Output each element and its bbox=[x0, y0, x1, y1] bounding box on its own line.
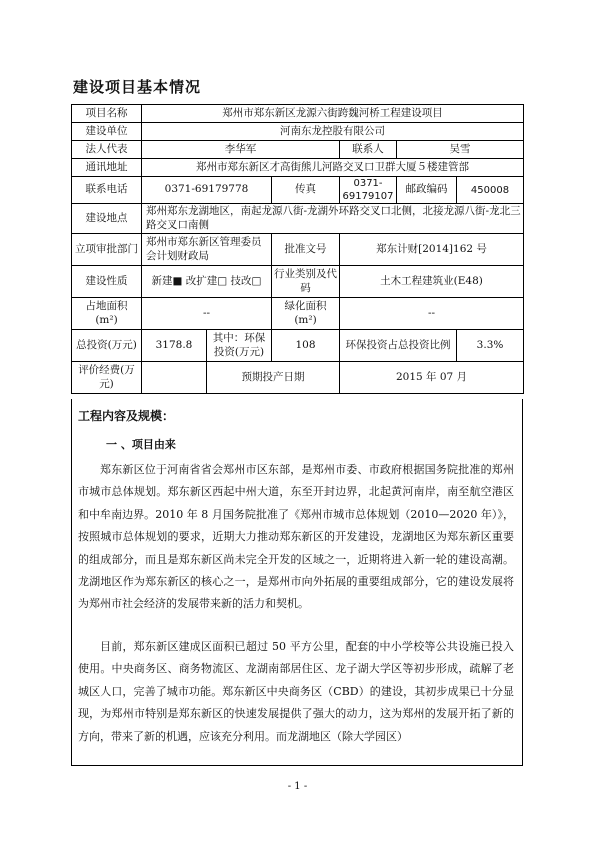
green-area-label-text: 绿化面积 bbox=[284, 299, 327, 312]
phone-value: 0371-69179778 bbox=[142, 177, 272, 204]
table-row bbox=[72, 234, 524, 266]
page-title: 建设项目基本情况 bbox=[73, 78, 202, 96]
env-ratio-label: 环保投资占总投资比例 bbox=[340, 330, 457, 362]
approval-no-label: 批准文号 bbox=[272, 234, 340, 266]
contact-label: 联系人 bbox=[340, 141, 397, 159]
contact-value: 吴雪 bbox=[397, 141, 524, 159]
approval-dept-value: 郑州市郑东新区管理委员会计划财政局 bbox=[142, 234, 272, 266]
env-ratio-value: 3.3% bbox=[457, 330, 524, 362]
postcode-label: 邮政编码 bbox=[397, 177, 457, 204]
fax-label: 传真 bbox=[272, 177, 340, 204]
builder-label: 建设单位 bbox=[72, 123, 142, 141]
nature-label: 建设性质 bbox=[72, 266, 142, 298]
start-date-label: 预期投产日期 bbox=[207, 362, 340, 394]
table-row bbox=[72, 177, 524, 204]
address-label: 通讯地址 bbox=[72, 159, 142, 177]
table-row bbox=[72, 298, 524, 330]
location-label: 建设地点 bbox=[72, 204, 142, 234]
env-invest-value: 108 bbox=[272, 330, 340, 362]
table-row bbox=[72, 159, 524, 177]
builder-value: 河南东龙控股有限公司 bbox=[142, 123, 524, 141]
address-value: 郑州市郑东新区才高街熊儿河路交叉口卫群大厦５楼建管部 bbox=[142, 159, 524, 177]
land-area-value: -- bbox=[142, 298, 272, 330]
legal-rep-label: 法人代表 bbox=[72, 141, 142, 159]
approval-no-value: 郑东计财[2014]162 号 bbox=[340, 234, 524, 266]
table-row bbox=[72, 330, 524, 362]
eval-fee-value bbox=[142, 362, 207, 394]
nature-value: 新建■ 改扩建□ 技改□ bbox=[142, 266, 272, 298]
table-row bbox=[72, 123, 524, 141]
total-invest-label: 总投资(万元) bbox=[72, 330, 142, 362]
land-area-label bbox=[72, 298, 142, 330]
land-area-unit: (m²) bbox=[95, 313, 118, 326]
env-invest-label: 其中：环保投资(万元) bbox=[207, 330, 272, 362]
start-date-value: 2015 年 07 月 bbox=[340, 362, 524, 394]
eval-fee-label: 评价经费(万元) bbox=[72, 362, 142, 394]
section-heading: 一 、项目由来 bbox=[106, 438, 176, 451]
legal-rep-value: 李华军 bbox=[142, 141, 340, 159]
location-value: 郑州郑东龙湖地区，南起龙源八街-龙湖外环路交叉口北侧，北接龙源八街-龙北三路交叉口南侧 bbox=[142, 204, 524, 234]
table-row bbox=[72, 105, 524, 123]
table-row bbox=[72, 204, 524, 234]
project-content-section bbox=[71, 399, 523, 766]
project-info-table bbox=[71, 104, 524, 394]
green-area-label bbox=[272, 298, 340, 330]
industry-value: 土木工程建筑业(E48) bbox=[340, 266, 524, 298]
table-row bbox=[72, 362, 524, 394]
land-area-label-text: 占地面积 bbox=[85, 299, 128, 312]
paragraph-origin-1: 郑东新区位于河南省省会郑州市区东部，是郑州市委、市政府根据国务院批准的郑州市城市总体规划。郑东新区西起中州大道，东至开封边界，北起黄河南岸，南至航空港区和中牟南边界。2010 年 8 月国务院批准了《郑州市城市总体规划（2010—2020 年）》，按照城市总体规划的要求，近期大力推动郑东新区的开发建设，龙湖地区为郑东新区重要的组成部分，而且是郑东新区尚未完全开发的区域之一，近期将进入新一轮的建设高潮。龙湖地区作为郑东新区的核心之一，是郑州市向外拓展的重要组成部分，它的建设发展将为郑州市社会经济的发展带来新的活力和契机。 bbox=[78, 463, 514, 611]
table-row bbox=[72, 266, 524, 298]
page-number: - 1 - bbox=[287, 781, 308, 792]
total-invest-value: 3178.8 bbox=[142, 330, 207, 362]
fax-value: 0371-69179107 bbox=[340, 177, 397, 204]
project-name-label: 项目名称 bbox=[72, 105, 142, 123]
approval-dept-label: 立项审批部门 bbox=[72, 234, 142, 266]
table-row bbox=[72, 141, 524, 159]
project-name-value: 郑州市郑东新区龙源六街跨魏河桥工程建设项目 bbox=[142, 105, 524, 123]
green-area-value: -- bbox=[340, 298, 524, 330]
green-area-unit: (m²) bbox=[294, 313, 317, 326]
postcode-value: 450008 bbox=[457, 177, 524, 204]
paragraph-origin-2: 目前，郑东新区建成区面积已超过 50 平方公里，配套的中小学校等公共设施已投入使用。中央商务区、商务物流区、龙湖南部居住区、龙子湖大学区等初步形成，疏解了老城区人口，完善了城市功能。郑东新区中央商务区（CBD）的建设，其初步成果已十分显现，为郑州市特别是郑东新区的快速发展提供了强大的动力，这为郑州的发展开拓了新的方向，带来了新的机遇，应该充分利用。而龙湖地区（除大学园区） bbox=[78, 640, 514, 743]
content-heading: 工程内容及规模： bbox=[78, 409, 175, 423]
phone-label: 联系电话 bbox=[72, 177, 142, 204]
industry-label: 行业类别及代码 bbox=[272, 266, 340, 298]
